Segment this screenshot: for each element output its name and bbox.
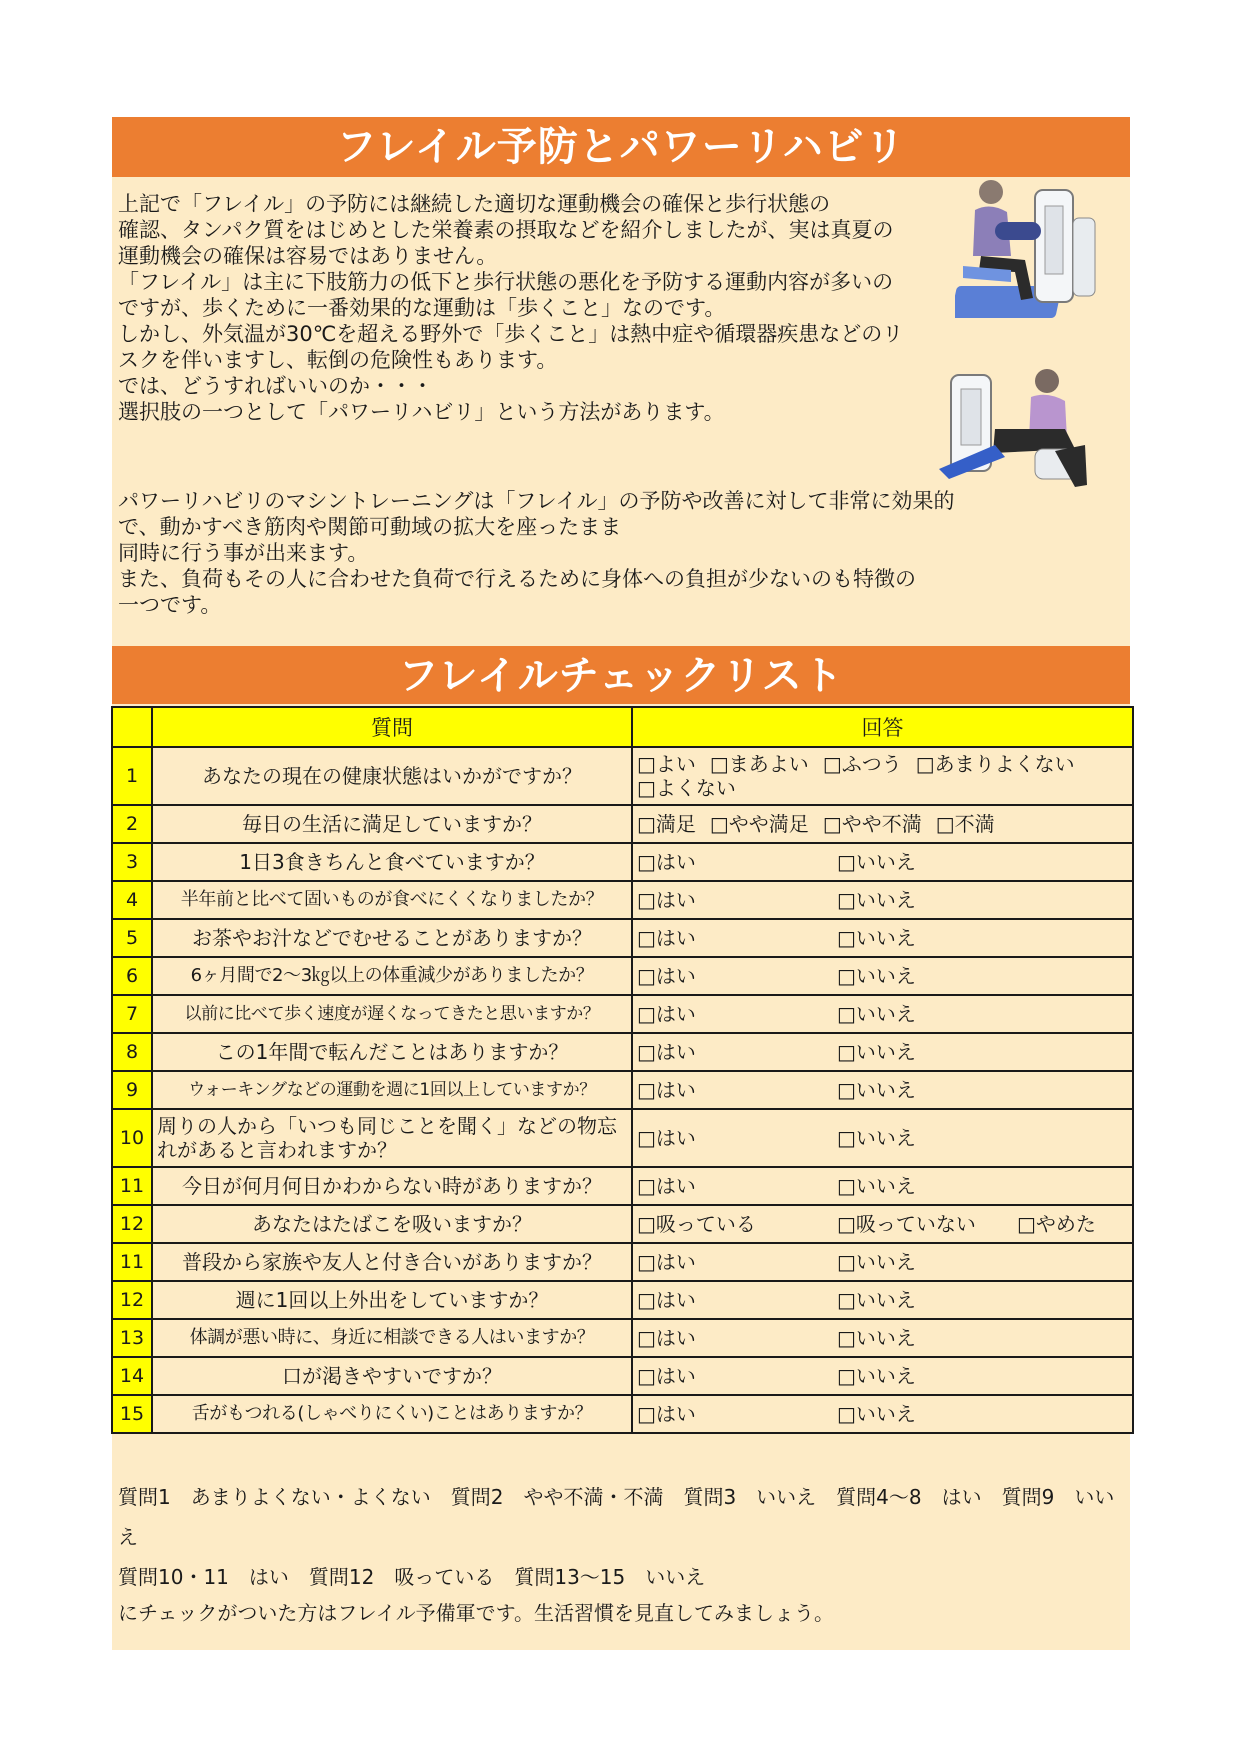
checkbox-option[interactable]: □よい: [637, 752, 696, 776]
question-text: 週に1回以上外出をしていますか？: [152, 1281, 632, 1319]
header-number-cell: [112, 707, 152, 747]
question-text: この1年間で転んだことはありますか？: [152, 1033, 632, 1071]
row-number: 4: [112, 881, 152, 919]
intro-text-1: 上記で「フレイル」の予防には継続した適切な運動機会の確保と歩行状態の 確認、タンパク質をはじめとした栄養素の摂取などを紹介しましたが、実は真夏の 運動機会の確保は容易ではありません。 「フレイル」は主に下肢筋力の低下と歩行状態の悪化を予防する運動内容が多いの ですが、歩くために一番効果的な運動は「歩くこと」なのです。 しかし、外気温が30℃を超える野外で「歩くこと」は熱中症や循環器疾患などのリ スクを伴いますし、転倒の危険性もあります。 では、どうすればいいのか・・・ 選択肢の一つとして「パワーリハビリ」という方法があります。: [118, 192, 904, 424]
table-row: [112, 881, 1133, 919]
question-text: 6ヶ月間で2～3㎏以上の体重減少がありましたか？: [152, 957, 632, 995]
answer-options: [632, 1319, 1133, 1357]
checkbox-option[interactable]: □やめた: [1017, 1212, 1096, 1236]
question-text: 以前に比べて歩く速度が遅くなってきたと思いますか？: [152, 995, 632, 1033]
question-text: お茶やお汁などでむせることがありますか？: [152, 919, 632, 957]
question-text: 周りの人から「いつも同じことを聞く」などの物忘れがあると言われますか？: [152, 1109, 632, 1167]
section-title-checklist: フレイルチェックリスト: [112, 646, 1130, 704]
row-number: 9: [112, 1071, 152, 1109]
answer-options: [632, 1109, 1133, 1167]
table-row: [112, 1071, 1133, 1109]
answer-options: [632, 747, 1133, 805]
row-number: 6: [112, 957, 152, 995]
header-question: 質問: [152, 707, 632, 747]
header-answer: 回答: [632, 707, 1133, 747]
leg-press-machine-illustration: [955, 178, 1103, 338]
table-row: [112, 1205, 1133, 1243]
table-row: [112, 1243, 1133, 1281]
question-text: 舌がもつれる(しゃべりにくい)ことはありますか？: [152, 1395, 632, 1433]
table-row: [112, 843, 1133, 881]
checkbox-option[interactable]: □やや満足: [709, 812, 809, 836]
checkbox-yes[interactable]: □はい: [637, 850, 696, 874]
table-row: [112, 1319, 1133, 1357]
checkbox-option[interactable]: □吸っている: [637, 1212, 756, 1236]
checkbox-yes[interactable]: □はい: [637, 1326, 696, 1350]
checkbox-no[interactable]: □いいえ: [837, 926, 916, 950]
table-row: [112, 1357, 1133, 1395]
question-text: 体調が悪い時に、身近に相談できる人はいますか？: [152, 1319, 632, 1357]
table-row: [112, 1395, 1133, 1433]
checkbox-no[interactable]: □いいえ: [837, 1078, 916, 1102]
checkbox-option[interactable]: □よくない: [637, 776, 736, 800]
table-row: [112, 1109, 1133, 1167]
checkbox-yes[interactable]: □はい: [637, 1250, 696, 1274]
section-title-frail-prevention: フレイル予防とパワーリハビリ: [112, 117, 1130, 177]
checkbox-option[interactable]: □ふつう: [822, 752, 902, 776]
table-row: [112, 919, 1133, 957]
answer-options: [632, 995, 1133, 1033]
checkbox-option[interactable]: □不満: [935, 812, 995, 836]
row-number: 10: [112, 1109, 152, 1167]
answer-options: [632, 881, 1133, 919]
table-row: [112, 747, 1133, 805]
checkbox-yes[interactable]: □はい: [637, 1126, 696, 1150]
chest-press-machine-illustration: [935, 365, 1095, 500]
checkbox-option[interactable]: □あまりよくない: [915, 752, 1075, 776]
table-row: [112, 805, 1133, 843]
row-number: 8: [112, 1033, 152, 1071]
checkbox-yes[interactable]: □はい: [637, 888, 696, 912]
row-number: 15: [112, 1395, 152, 1433]
answer-options: [632, 957, 1133, 995]
checkbox-no[interactable]: □いいえ: [837, 1288, 916, 1312]
table-row: [112, 1033, 1133, 1071]
checkbox-yes[interactable]: □はい: [637, 1078, 696, 1102]
answer-options: [632, 1281, 1133, 1319]
question-text: 1日3食きちんと食べていますか？: [152, 843, 632, 881]
checkbox-yes[interactable]: □はい: [637, 1364, 696, 1388]
answer-options: [632, 919, 1133, 957]
answer-options: [632, 1243, 1133, 1281]
checkbox-option[interactable]: □まあよい: [709, 752, 809, 776]
checkbox-option[interactable]: □吸っていない: [837, 1212, 976, 1236]
question-text: 毎日の生活に満足していますか？: [152, 805, 632, 843]
checkbox-yes[interactable]: □はい: [637, 1040, 696, 1064]
frail-checklist-table: [111, 706, 1134, 1434]
checkbox-no[interactable]: □いいえ: [837, 1364, 916, 1388]
checkbox-yes[interactable]: □はい: [637, 926, 696, 950]
checkbox-no[interactable]: □いいえ: [837, 1002, 916, 1026]
question-text: 普段から家族や友人と付き合いがありますか？: [152, 1243, 632, 1281]
row-number: 2: [112, 805, 152, 843]
answer-options: [632, 1071, 1133, 1109]
row-number: 5: [112, 919, 152, 957]
checkbox-no[interactable]: □いいえ: [837, 850, 916, 874]
table-row: [112, 995, 1133, 1033]
row-number: 12: [112, 1281, 152, 1319]
question-text: あなたの現在の健康状態はいかがですか？: [152, 747, 632, 805]
row-number: 1: [112, 747, 152, 805]
answer-options: [632, 1357, 1133, 1395]
table-row: [112, 957, 1133, 995]
table-row: [112, 1281, 1133, 1319]
table-header-row: [112, 707, 1133, 747]
checkbox-no[interactable]: □いいえ: [837, 1040, 916, 1064]
question-text: 口が渇きやすいですか？: [152, 1357, 632, 1395]
answer-options: [632, 805, 1133, 843]
checkbox-no[interactable]: □いいえ: [837, 1326, 916, 1350]
row-number: 7: [112, 995, 152, 1033]
answer-options: [632, 1205, 1133, 1243]
checkbox-no[interactable]: □いいえ: [837, 1174, 916, 1198]
answer-options: [632, 843, 1133, 881]
intro-text-2: パワーリハビリのマシントレーニングは「フレイル」の予防や改善に対して非常に効果的 で、動かすべき筋肉や関節可動域の拡大を座ったまま 同時に行う事が出来ます。 また、負荷もその人に合わせた負荷で行えるために身体への負担が少ないのも特徴の 一つです。: [118, 489, 955, 617]
checkbox-no[interactable]: □いいえ: [837, 888, 916, 912]
question-text: 半年前と比べて固いものが食べにくくなりましたか？: [152, 881, 632, 919]
checkbox-no[interactable]: □いいえ: [837, 1126, 916, 1150]
scoring-notes: [118, 1477, 1118, 1633]
row-number: 13: [112, 1319, 152, 1357]
scoring-note-line-2: 質問10・11 はい 質問12 吸っている 質問13～15 いいえ: [118, 1565, 706, 1589]
checkbox-option[interactable]: □やや不満: [822, 812, 922, 836]
answer-options: [632, 1033, 1133, 1071]
question-text: あなたはたばこを吸いますか？: [152, 1205, 632, 1243]
row-number: 11: [112, 1243, 152, 1281]
row-number: 11: [112, 1167, 152, 1205]
question-text: ウォーキングなどの運動を週に1回以上していますか？: [152, 1071, 632, 1109]
checkbox-yes[interactable]: □はい: [637, 964, 696, 988]
checkbox-yes[interactable]: □はい: [637, 1174, 696, 1198]
question-text: 今日が何月何日かわからない時がありますか？: [152, 1167, 632, 1205]
checkbox-yes[interactable]: □はい: [637, 1402, 696, 1426]
scoring-note-line-3: にチェックがついた方はフレイル予備軍です。生活習慣を見直してみましょう。: [118, 1601, 834, 1625]
scoring-note-line-1: 質問1 あまりよくない・よくない 質問2 やや不満・不満 質問3 いいえ 質問4～8 はい 質問9 いいえ: [118, 1485, 1115, 1549]
row-number: 12: [112, 1205, 152, 1243]
table-row: [112, 1167, 1133, 1205]
checkbox-no[interactable]: □いいえ: [837, 1402, 916, 1426]
checkbox-no[interactable]: □いいえ: [837, 964, 916, 988]
row-number: 3: [112, 843, 152, 881]
checkbox-yes[interactable]: □はい: [637, 1288, 696, 1312]
checkbox-option[interactable]: □満足: [637, 812, 696, 836]
intro-paragraph-1: [118, 191, 948, 425]
checkbox-no[interactable]: □いいえ: [837, 1250, 916, 1274]
intro-paragraph-2: [118, 488, 988, 618]
answer-options: [632, 1395, 1133, 1433]
checkbox-yes[interactable]: □はい: [637, 1002, 696, 1026]
answer-options: [632, 1167, 1133, 1205]
row-number: 14: [112, 1357, 152, 1395]
